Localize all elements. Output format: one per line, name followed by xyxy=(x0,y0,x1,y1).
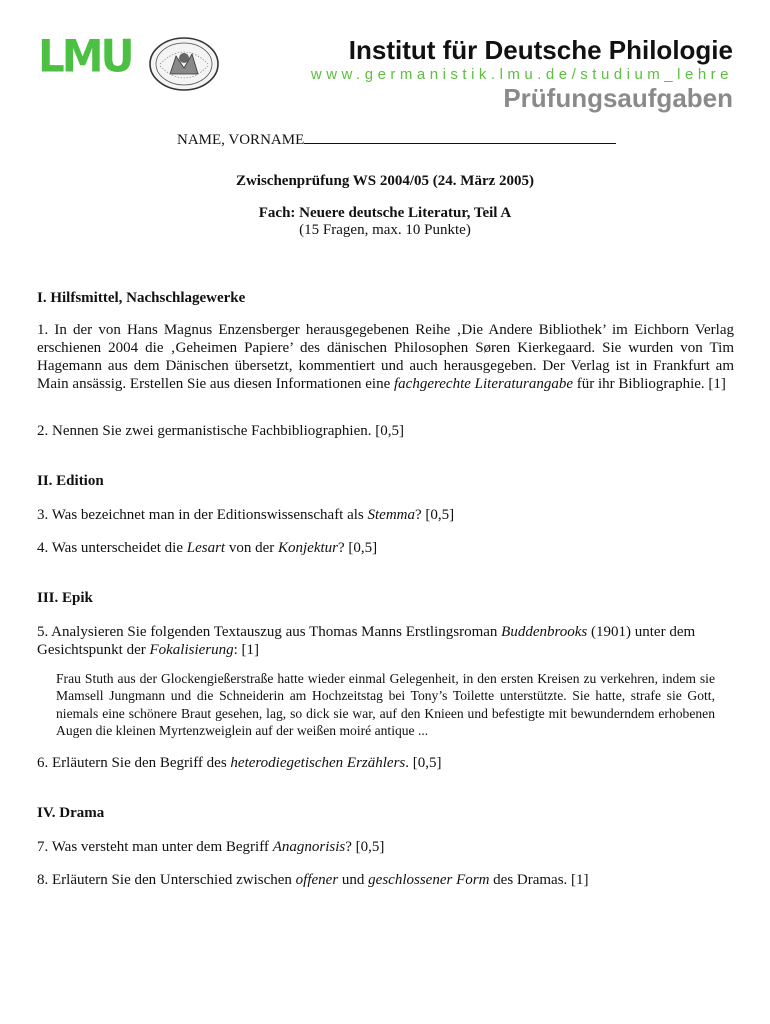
emphasis: geschlossener Form xyxy=(368,872,490,888)
section-heading: IV. Drama xyxy=(37,805,105,821)
document-kind: Prüfungsaufgaben xyxy=(503,83,733,113)
emphasis: Buddenbrooks xyxy=(501,624,588,640)
question-text: ? [0,5] xyxy=(345,839,385,855)
institute-title: Institut für Deutsche Philologie xyxy=(348,35,733,65)
question-4 xyxy=(37,539,734,557)
question-text: 1. In der von Hans Magnus Enzensberger herausgegebenen Reihe ‚Die Andere Bibliothek’ im Eichborn Verlag erschienen 2004 die ‚Geheimen Papiere’ des dänischen Philosophen Søren Kierkegaard. Sie wurden von Tim Hagemann aus dem Dänischen übersetzt, kommentiert und auch herausgegeben. Der Verlag ist in Frankfurt am Main ansässig. Erstellen Sie aus diesen Informationen eine xyxy=(37,322,734,392)
question-text: 4. Was unterscheidet die xyxy=(37,540,187,556)
question-text: für ihr Bibliographie. [1] xyxy=(573,376,726,392)
university-seal-icon xyxy=(134,34,222,94)
question-text: : [1] xyxy=(233,642,260,658)
emphasis: Anagnorisis xyxy=(272,839,346,855)
emphasis: Lesart xyxy=(186,540,226,556)
question-text: 5. Analysieren Sie folgenden Textauszug aus Thomas Manns Erstlingsroman xyxy=(37,624,502,640)
question-text: 3. Was bezeichnet man in der Editionswissenschaft als xyxy=(37,507,368,523)
emphasis: fachgerechte Literaturangabe xyxy=(394,376,573,392)
question-text: 8. Erläutern Sie den Unterschied zwischen xyxy=(37,872,296,888)
institute-url[interactable]: www.germanistik.lmu.de/studium_lehre xyxy=(310,66,733,83)
question-6 xyxy=(37,754,734,772)
exam-meta: (15 Fragen, max. 10 Punkte) xyxy=(299,222,471,238)
question-text: 6. Erläutern Sie den Begriff des xyxy=(37,755,231,771)
lmu-logo xyxy=(38,32,188,94)
name-blank-line[interactable] xyxy=(304,129,616,144)
question-3 xyxy=(37,506,734,524)
question-text: von der xyxy=(225,540,278,556)
section-heading: I. Hilfsmittel, Nachschlagewerke xyxy=(37,290,246,306)
section-heading: III. Epik xyxy=(37,590,93,606)
emphasis: offener xyxy=(295,872,339,888)
question-text: ? [0,5] xyxy=(415,507,455,523)
question-1 xyxy=(37,321,734,393)
quoted-excerpt: Frau Stuth aus der Glockengießerstraße hatte wieder einmal Gelegenheit, in den ersten Kreisen zu verkehren, indem sie Mamsell Jungmann und die Schneiderin am Hochzeitstag bei Tony’s Toilette unterstützte. Sie hatte, strafe sie Gott, niemals eine schönere Braut gesehen, lag, so dick sie war, auf den Knieen und befestigte mit bewunderndem erhobenen Augen die kleinen Myrtenzweiglein auf der weißen moiré antique ... xyxy=(56,671,715,738)
emphasis: heterodiegetischen Erzählers xyxy=(230,755,406,771)
question-text: (1901) unter dem Gesichtspunkt der xyxy=(37,624,696,658)
question-text: ? [0,5] xyxy=(337,540,378,556)
logo-wordmark: LMU xyxy=(38,30,132,83)
question-text: des Dramas. [1] xyxy=(489,872,589,888)
question-5 xyxy=(37,623,734,659)
name-field[interactable] xyxy=(177,129,616,149)
emphasis: Fokalisierung xyxy=(149,642,234,658)
name-label: NAME, VORNAME xyxy=(177,132,305,148)
question-text: 7. Was versteht man unter dem Begriff xyxy=(37,839,273,855)
question-7 xyxy=(37,838,734,856)
emphasis: Stemma xyxy=(367,507,416,523)
question-text: . [0,5] xyxy=(405,755,442,771)
emphasis: Konjektur xyxy=(277,540,338,556)
question-text: und xyxy=(338,872,369,888)
question-8 xyxy=(37,871,734,889)
exam-subject: Fach: Neuere deutsche Literatur, Teil A xyxy=(258,205,512,221)
section-heading: II. Edition xyxy=(37,473,104,489)
exam-title: Zwischenprüfung WS 2004/05 (24. März 2005) xyxy=(235,173,535,189)
question-2: 2. Nennen Sie zwei germanistische Fachbibliographien. [0,5] xyxy=(37,423,404,439)
